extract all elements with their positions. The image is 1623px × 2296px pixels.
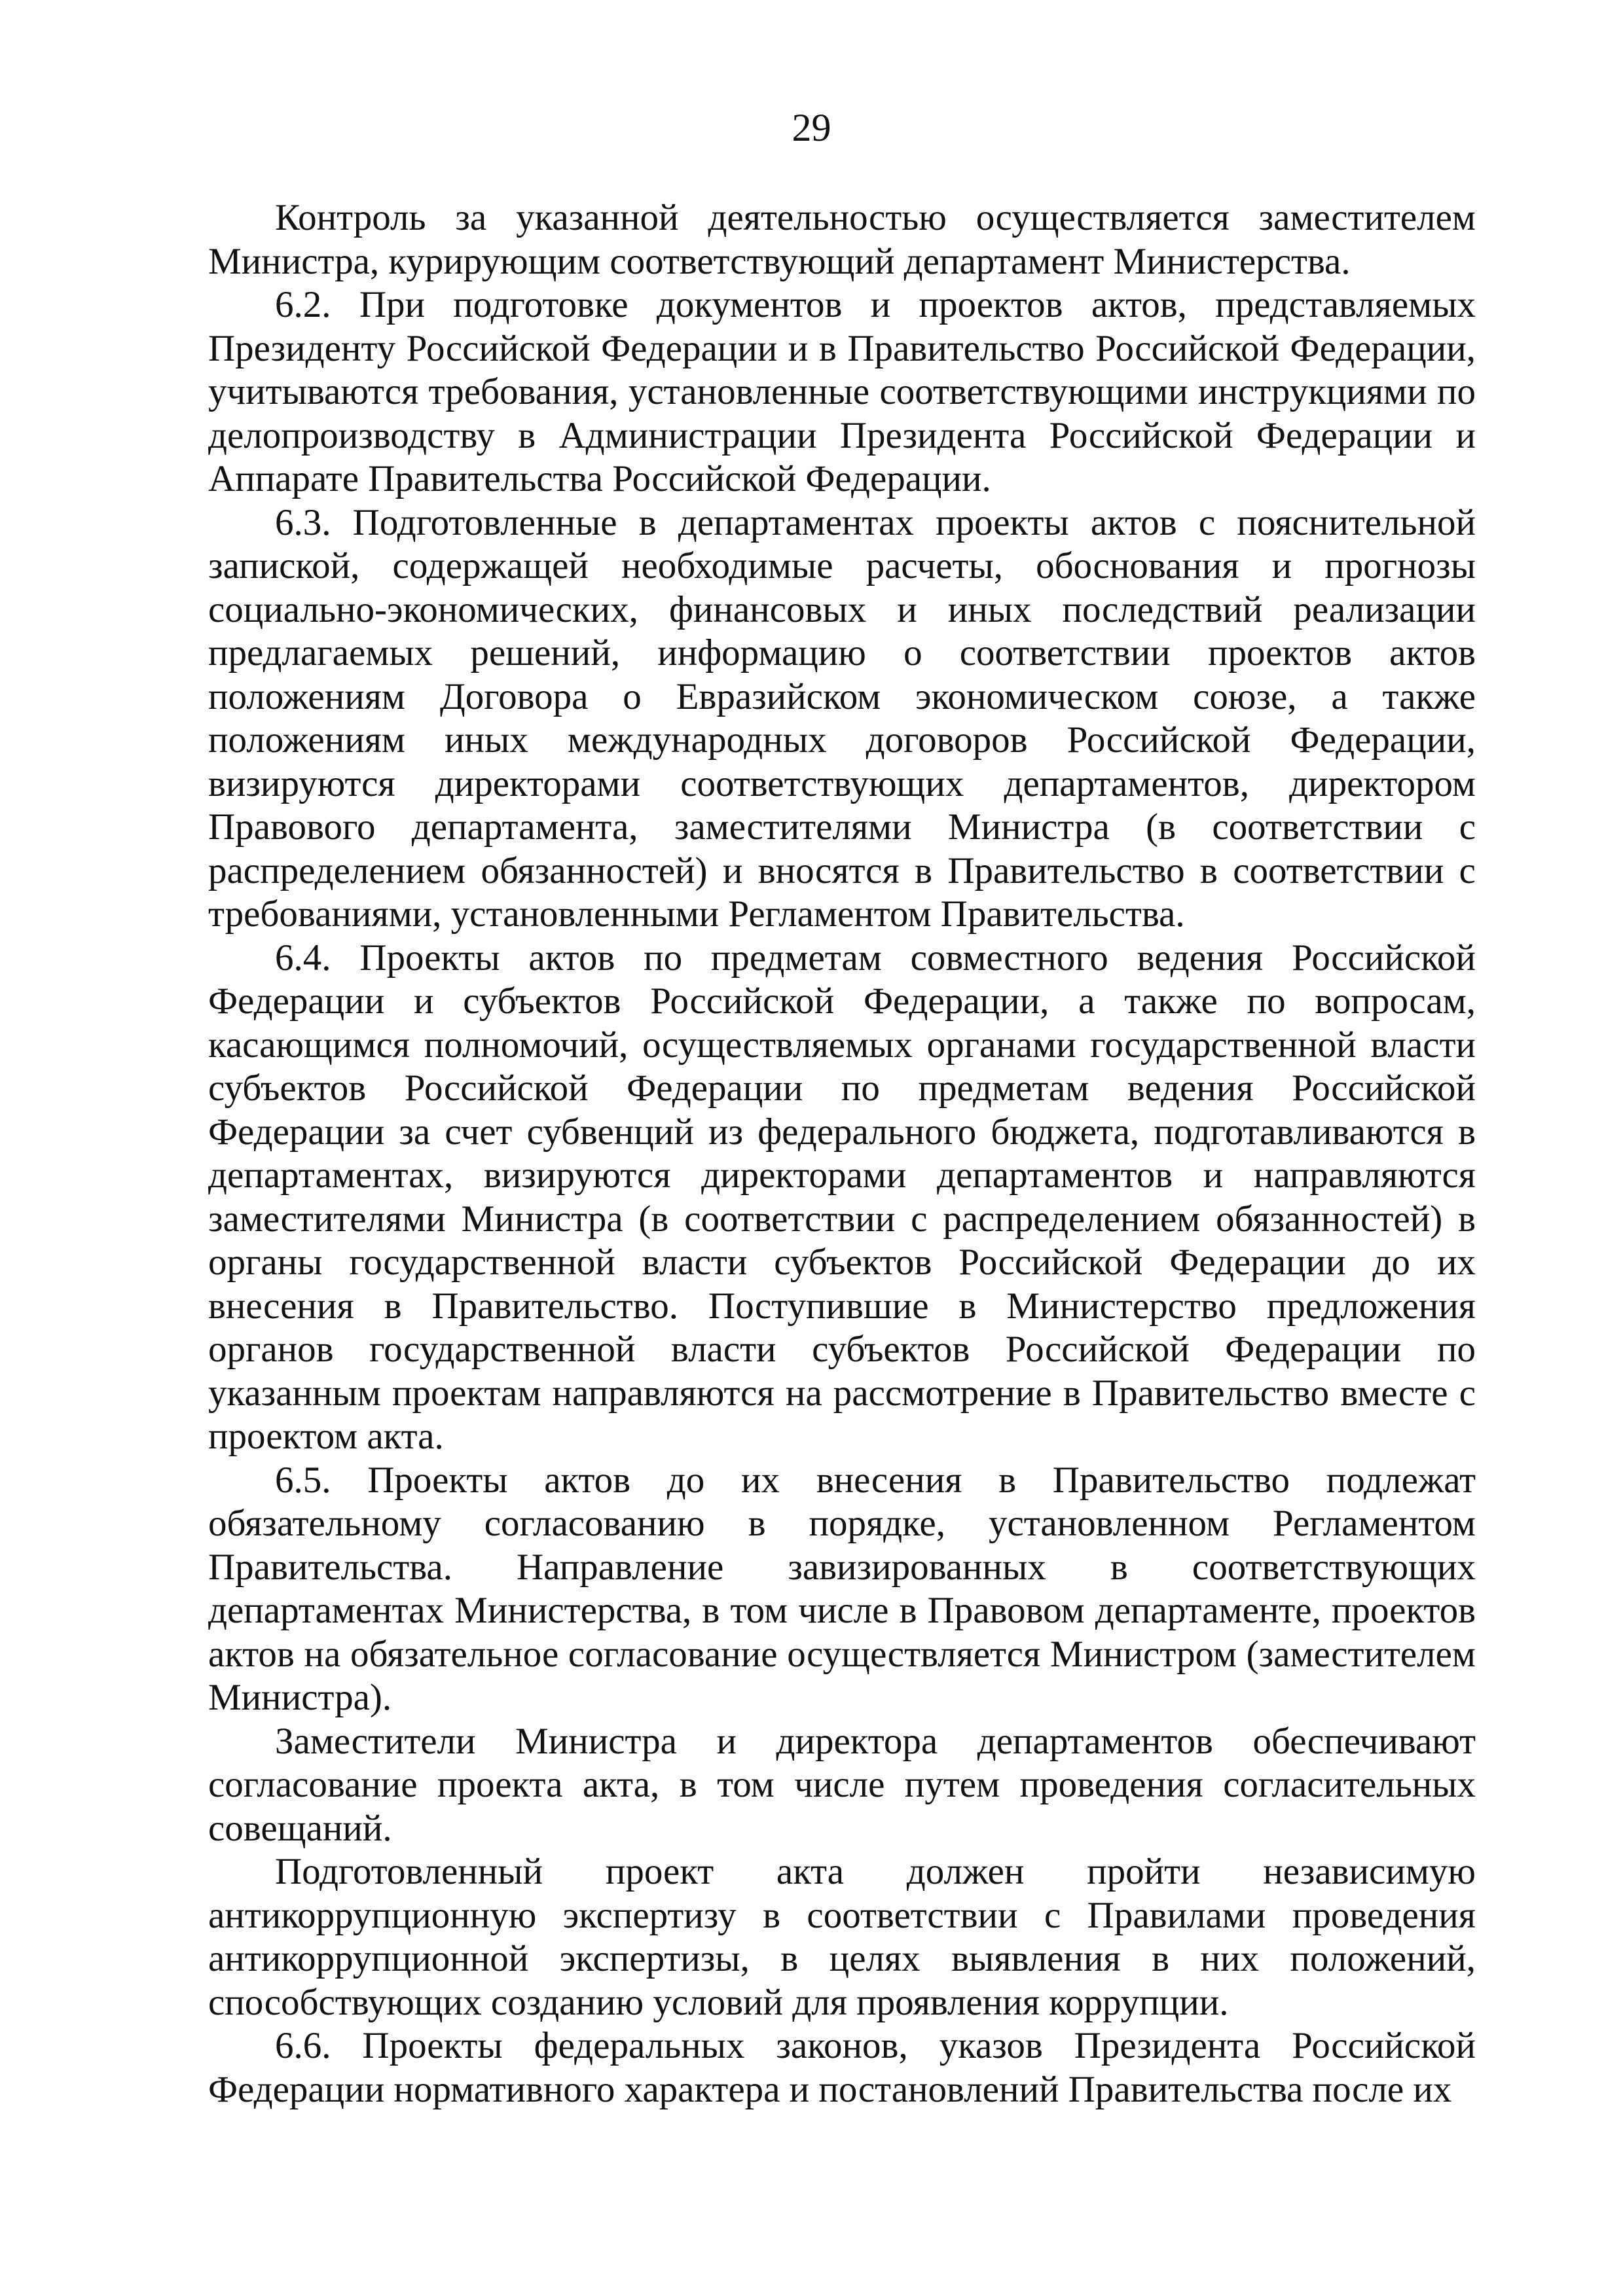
paragraph-6-4: 6.4. Проекты актов по предметам совместного ведения Российской Федерации и субъектов Российской Федерации, а также по вопросам, касающимся полномочий, осуществляемых органами государственной власти субъектов Российской Федерации по предметам ведения Российской Федерации за счет субвенций из федерального бюджета, подготавливаются в департаментах, визируются директорами департаментов и направляются заместителями Министра (в соответствии с распределением обязанностей) в органы государственной власти субъектов Российской Федерации до их внесения в Правительство. Поступившие в Министерство предложения органов государственной власти субъектов Российской Федерации по указанным проектам направляются на рассмотрение в Правительство вместе с проектом акта. (208, 937, 1476, 1457)
paragraph-6-3: 6.3. Подготовленные в департаментах проекты актов с пояснительной запиской, содержащей необходимые расчеты, обоснования и прогнозы социально-экономических, финансовых и иных последствий реализации предлагаемых решений, информацию о соответствии проектов актов положениям Договора о Евразийском экономическом союзе, а также положениям иных международных договоров Российской Федерации, визируются директорами соответствующих департаментов, директором Правового департамента, заместителями Министра (в соответствии с распределением обязанностей) и вносятся в Правительство в соответствии с требованиями, установленными Регламентом Правительства. (208, 501, 1476, 935)
paragraph-anticorruption: Подготовленный проект акта должен пройти независимую антикоррупционную экспертизу в соответствии с Правилами проведения антикоррупционной экспертизы, в целях выявления в них положений, способствующих созданию условий для проявления коррупции. (208, 1851, 1476, 2023)
paragraph-6-2: 6.2. При подготовке документов и проектов актов, представляемых Президенту Российской Федерации и в Правительство Российской Федерации, учитываются требования, установленные соответствующими инструкциями по делопроизводству в Администрации Президента Российской Федерации и Аппарате Правительства Российской Федерации. (208, 284, 1476, 499)
page-number: 29 (792, 106, 831, 149)
paragraph-deputies: Заместители Министра и директора департаментов обеспечивают согласование проекта акта, в том числе путем проведения согласительных совещаний. (208, 1720, 1476, 1849)
paragraph-6-5: 6.5. Проекты актов до их внесения в Правительство подлежат обязательному согласованию в порядке, установленном Регламентом Правительства. Направление завизированных в соответствующих департаментах Министерства, в том числе в Правовом департаменте, проектов актов на обязательное согласование осуществляется Министром (заместителем Министра). (208, 1459, 1476, 1718)
paragraph-6-6: 6.6. Проекты федеральных законов, указов Президента Российской Федерации нормативного характера и постановлений Правительства после их (208, 2025, 1476, 2110)
paragraph-control-note: Контроль за указанной деятельностью осуществляется заместителем Министра, курирующим соответствующий департамент Министерства. (208, 197, 1476, 282)
document-body (208, 196, 1476, 2111)
